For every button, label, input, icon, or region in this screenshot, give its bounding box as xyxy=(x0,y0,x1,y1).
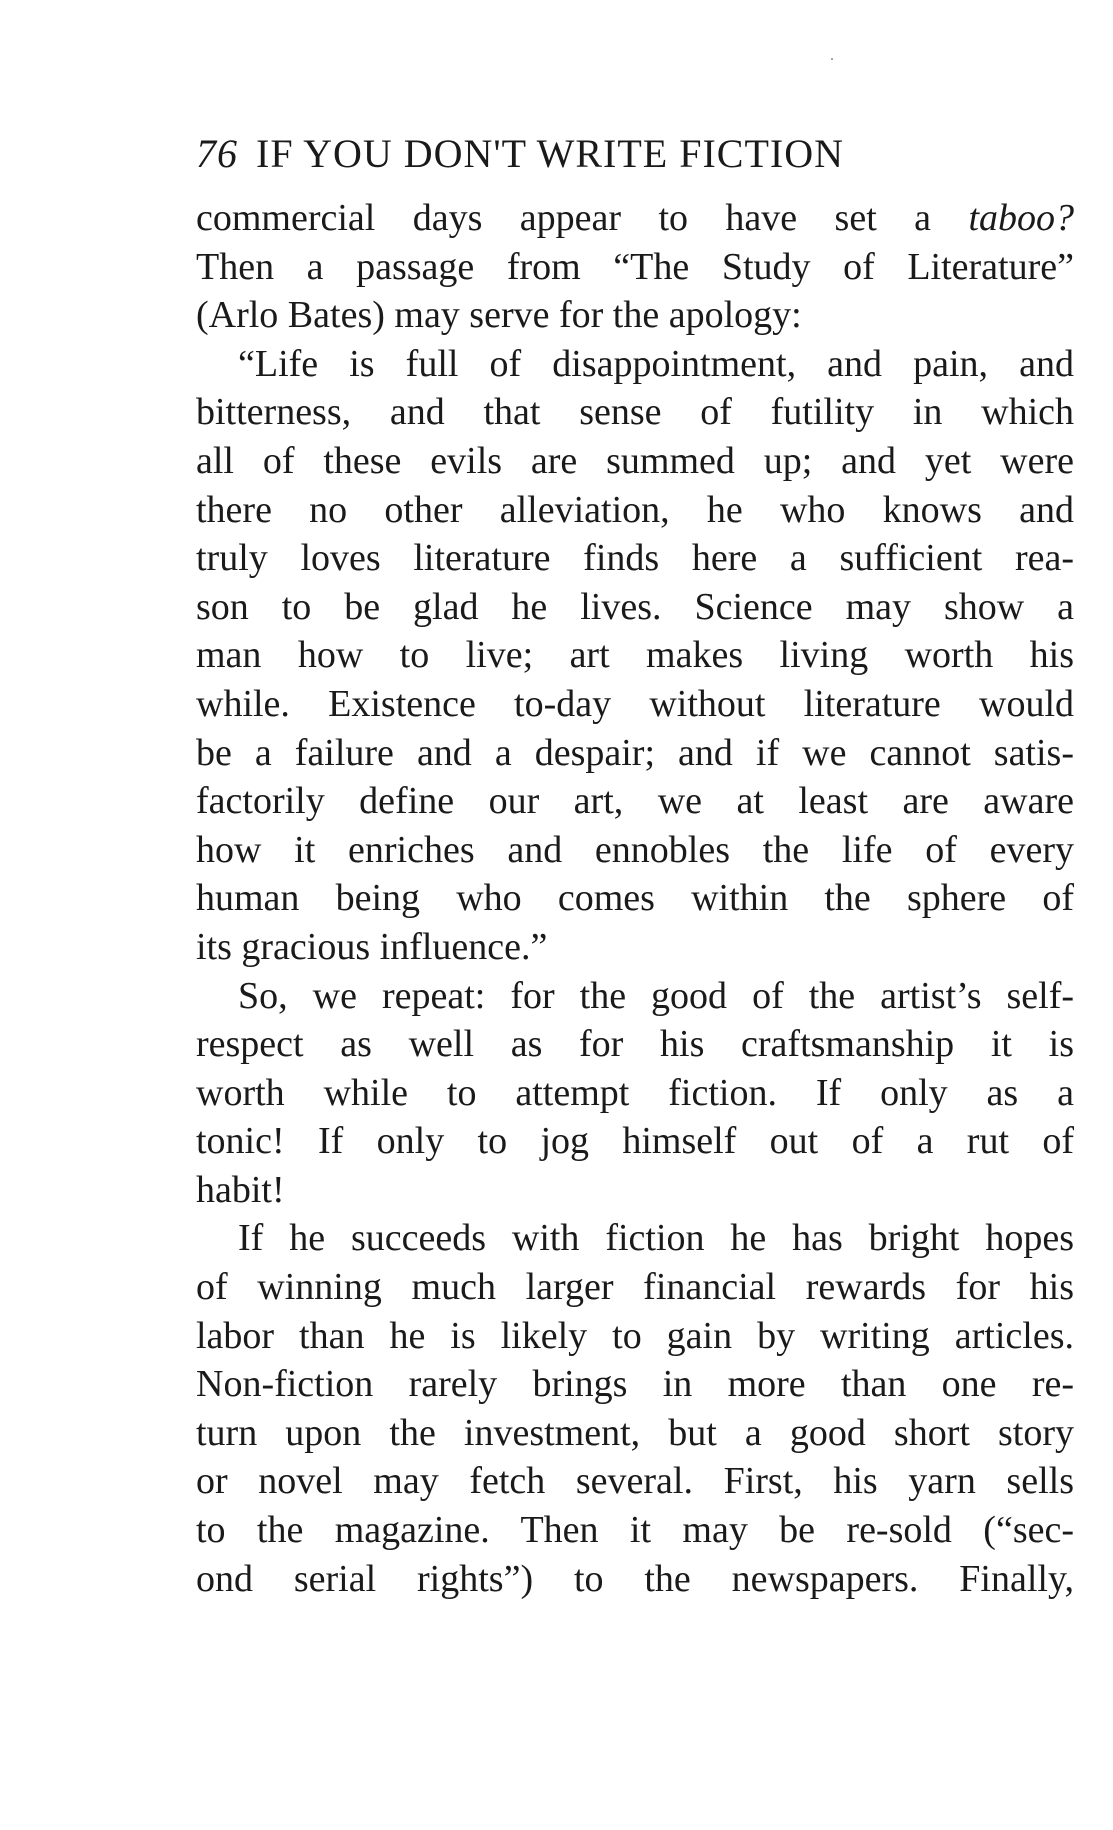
text-line-content: “Life is full of disappointment, and pain, and xyxy=(238,342,1074,385)
text-line-content: (Arlo Bates) may serve for the apology: xyxy=(196,294,802,337)
text-line-content: ond serial rights”) to the newspapers. Finally, xyxy=(196,1557,1074,1600)
text-line-content: If he succeeds with fiction he has bright hopes xyxy=(238,1217,1074,1260)
text-line-content: labor than he is likely to gain by writing articles. xyxy=(196,1314,1074,1357)
text-line-content: to the magazine. Then it may be re-sold (“sec- xyxy=(196,1509,1074,1552)
text-line xyxy=(196,534,1074,583)
text-line-content: man how to live; art makes living worth his xyxy=(196,634,1074,677)
text-line xyxy=(196,437,1074,486)
text-line xyxy=(196,1166,1074,1215)
text-line xyxy=(196,1117,1074,1166)
text-line xyxy=(196,777,1074,826)
text-line xyxy=(196,291,1074,340)
text-line-content: while. Existence to-day without literature would xyxy=(196,682,1074,725)
text-line-content: tonic! If only to jog himself out of a rut of xyxy=(196,1120,1074,1163)
text-line xyxy=(196,1506,1074,1555)
text-line xyxy=(196,729,1074,778)
text-line-content: Then a passage from “The Study of Literature” xyxy=(196,245,1074,288)
body-text xyxy=(196,194,1074,1603)
running-title: IF YOU DON'T WRITE FICTION xyxy=(256,131,844,176)
text-line xyxy=(196,340,1074,389)
text-line-content: all of these evils are summed up; and yet were xyxy=(196,439,1074,482)
text-line-content: of winning much larger financial rewards for his xyxy=(196,1266,1074,1309)
scan-speck xyxy=(831,58,833,60)
text-line xyxy=(196,1457,1074,1506)
text-line-content: how it enriches and ennobles the life of every xyxy=(196,828,1074,871)
text-line xyxy=(196,972,1074,1021)
text-line-content: factorily define our art, we at least are aware xyxy=(196,780,1074,823)
text-line xyxy=(196,388,1074,437)
text-line-content: be a failure and a despair; and if we cannot satis- xyxy=(196,731,1074,774)
text-line-content: turn upon the investment, but a good short story xyxy=(196,1411,1074,1454)
text-line-content: human being who comes within the sphere of xyxy=(196,877,1074,920)
text-line-content: truly loves literature finds here a sufficient rea- xyxy=(196,537,1074,580)
text-line xyxy=(196,1020,1074,1069)
text-line-content: So, we repeat: for the good of the artist’s self- xyxy=(238,974,1074,1017)
book-page xyxy=(196,128,1074,1603)
text-line-content: worth while to attempt fiction. If only as a xyxy=(196,1071,1074,1114)
text-line xyxy=(196,826,1074,875)
emphasized-word: taboo? xyxy=(968,197,1074,239)
page-number: 76 xyxy=(196,131,238,176)
text-line xyxy=(196,1555,1074,1604)
running-head xyxy=(196,128,1074,180)
text-line xyxy=(196,631,1074,680)
text-line-content: habit! xyxy=(196,1168,285,1211)
text-line-content: son to be glad he lives. Science may show a xyxy=(196,585,1074,628)
text-line xyxy=(196,874,1074,923)
text-line xyxy=(196,1360,1074,1409)
text-line xyxy=(196,486,1074,535)
text-line xyxy=(196,1263,1074,1312)
text-line xyxy=(196,680,1074,729)
text-line-content: respect as well as for his craftsmanship it is xyxy=(196,1023,1074,1066)
text-line xyxy=(196,1409,1074,1458)
text-line xyxy=(196,194,1074,243)
text-line xyxy=(196,583,1074,632)
text-line-content: Non-fiction rarely brings in more than one re- xyxy=(196,1363,1074,1406)
text-line-content: there no other alleviation, he who knows and xyxy=(196,488,1074,531)
text-line xyxy=(196,1312,1074,1361)
text-line xyxy=(196,243,1074,292)
text-line xyxy=(196,1069,1074,1118)
text-line xyxy=(196,923,1074,972)
text-line-content: its gracious influence.” xyxy=(196,925,548,968)
text-line-content: commercial days appear to have set a xyxy=(196,197,969,239)
text-line-content: bitterness, and that sense of futility in which xyxy=(196,391,1074,434)
text-line xyxy=(196,1214,1074,1263)
text-line-content: or novel may fetch several. First, his yarn sells xyxy=(196,1460,1074,1503)
